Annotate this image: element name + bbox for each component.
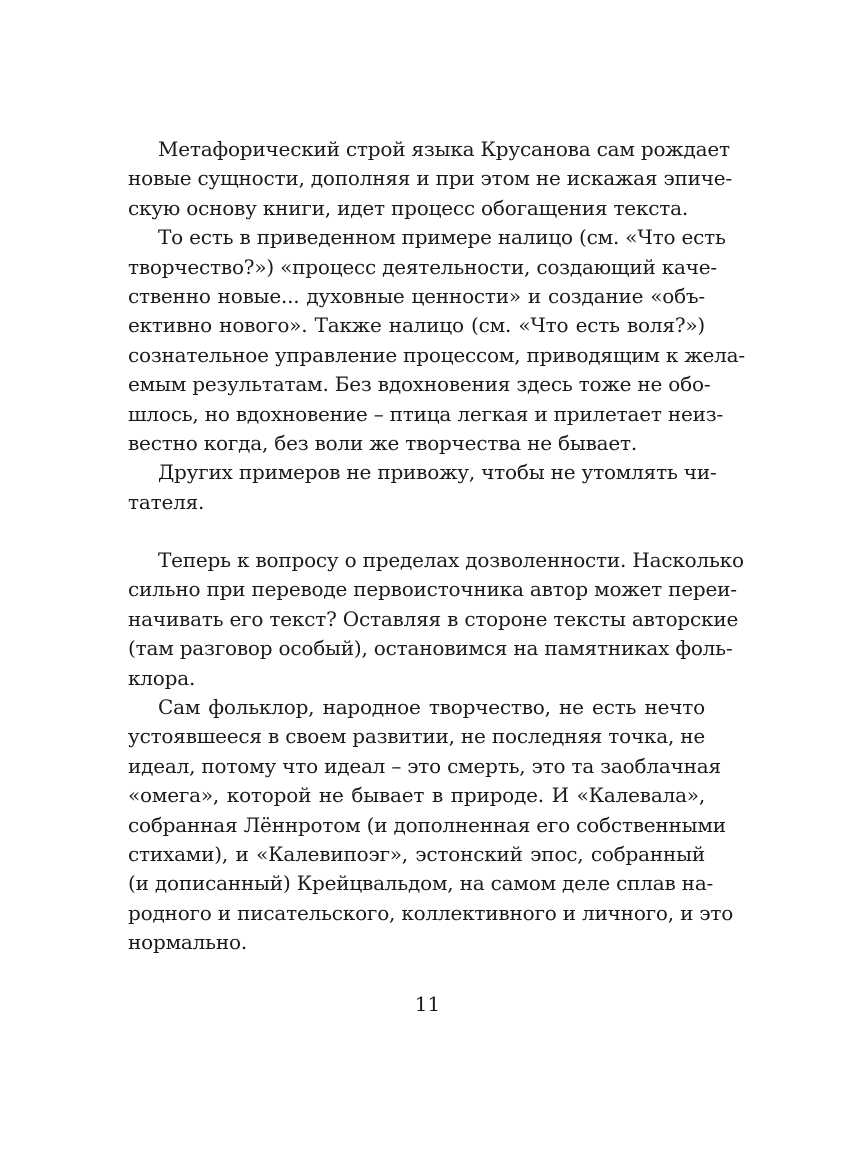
text-line: сознательное управление процессом, приводящим к жела- — [128, 342, 745, 367]
page-number: 11 — [414, 992, 441, 1016]
text-line: Метафорический строй языка Крусанова сам рождает — [158, 137, 730, 161]
paragraph — [128, 458, 717, 517]
paragraph — [128, 693, 734, 958]
text-line: Сам фольклор, народное творчество, не есть нечто — [158, 695, 705, 720]
text-line: новые сущности, дополняя и при этом не искажая эпиче- — [128, 166, 732, 191]
text-line: родного и писательского, коллективного и личного, и это — [128, 900, 734, 925]
paragraph — [128, 546, 744, 693]
paragraph — [128, 223, 745, 458]
text-line: емым результатам. Без вдохновения здесь тоже не обо- — [128, 372, 711, 397]
text-line: тателя. — [128, 489, 205, 514]
text-line: «омега», которой не бывает в природе. И «Калевала», — [128, 783, 705, 808]
text-line: вестно когда, без воли же творчества не бывает. — [128, 430, 638, 455]
paragraph — [128, 135, 732, 223]
text-line: скую основу книги, идет процесс обогащения текста. — [128, 195, 688, 220]
section-break — [128, 517, 705, 546]
text-line: сильно при переводе первоисточника автор может переи- — [128, 577, 737, 602]
text-line: То есть в приведенном примере налицо (см. «Что есть — [158, 225, 726, 250]
text-line: нормально. — [128, 930, 247, 955]
text-line: собранная Лённротом (и дополненная его собственными — [128, 812, 726, 837]
text-line: ективно нового». Также налицо (см. «Что есть воля?») — [128, 313, 705, 338]
text-line: шлось, но вдохновение – птица легкая и прилетает неиз- — [128, 401, 724, 426]
text-line: начивать его текст? Оставляя в стороне тексты авторские — [128, 606, 739, 631]
text-line: (и дописанный) Крейцвальдом, на самом деле сплав на- — [128, 871, 714, 896]
text-line: клора. — [128, 665, 196, 690]
text-line: (там разговор особый), остановимся на памятниках фоль- — [128, 636, 733, 661]
text-line: Теперь к вопросу о пределах дозволенности. Насколько — [158, 548, 744, 573]
text-line: творчество?») «процесс деятельности, создающий каче- — [128, 254, 717, 279]
text-line: идеал, потому что идеал – это смерть, это та заоблачная — [128, 753, 721, 778]
text-line: стихами), и «Калевипоэг», эстонский эпос, собранный — [128, 841, 705, 866]
body-text — [128, 135, 745, 958]
text-line: устоявшееся в своем развитии, не последняя точка, не — [128, 724, 706, 749]
text-line: ственно новые... духовные ценности» и создание «объ- — [128, 283, 705, 308]
text-line: Других примеров не привожу, чтобы не утомлять чи- — [158, 460, 717, 485]
